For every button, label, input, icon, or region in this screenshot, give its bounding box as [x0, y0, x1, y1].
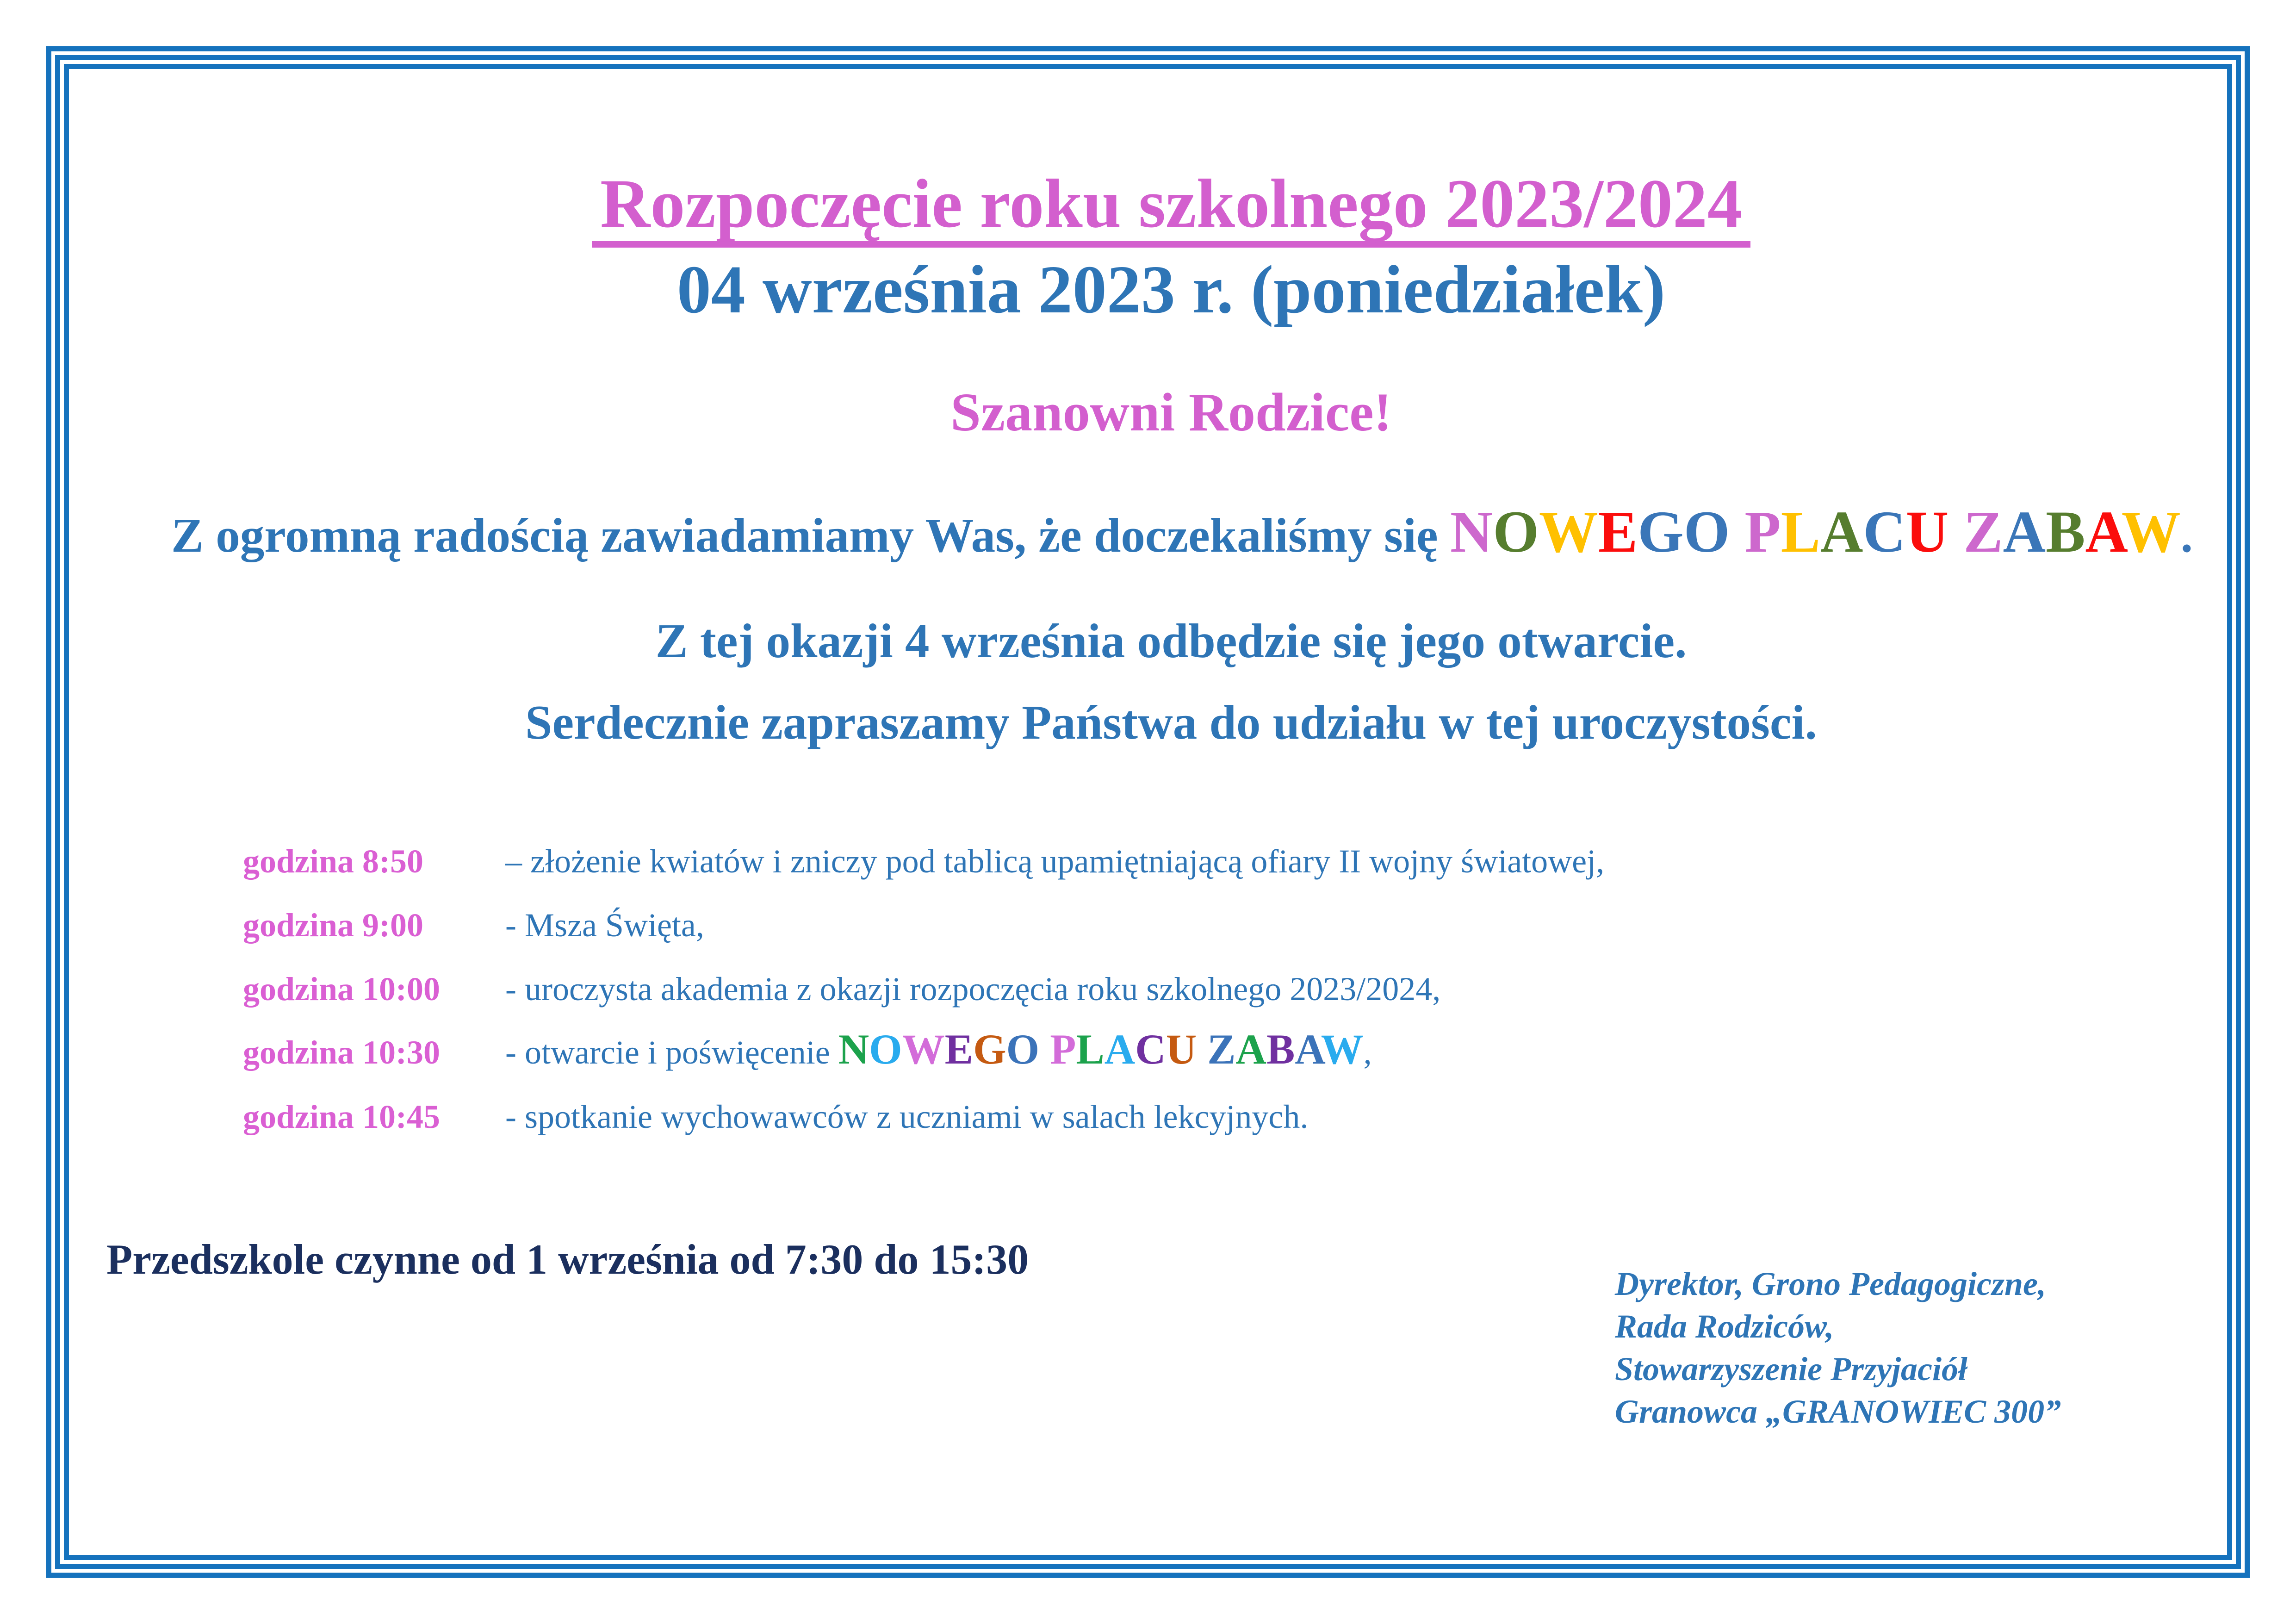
announcement-line — [171, 499, 2193, 565]
announcement-suffix: . — [2180, 508, 2193, 562]
invitation-line: Serdecznie zapraszamy Państwa do udziału w tej uroczystości. — [525, 695, 1817, 749]
schedule-time: godzina 9:00 — [243, 907, 424, 944]
schedule-description-prefix: - otwarcie i poświęcenie — [505, 1034, 838, 1071]
schedule-time: godzina 8:50 — [243, 843, 424, 880]
schedule-description: - Msza Święta, — [505, 907, 704, 944]
schedule-description: – złożenie kwiatów i zniczy pod tablicą upamiętniającą ofiary II wojny światowej, — [505, 843, 1605, 880]
date-line: 04 września 2023 r. (poniedziałek) — [676, 252, 1666, 328]
schedule-row — [243, 908, 704, 942]
schedule-time: godzina 10:30 — [243, 1034, 441, 1071]
schedule-description-suffix: , — [1363, 1034, 1372, 1071]
rainbow-text-new-playground: NOWEGO PLACU ZABAW — [838, 1026, 1364, 1073]
signature-line: Granowca „GRANOWIEC 300” — [1615, 1393, 2061, 1431]
rainbow-text-new-playground: NOWEGO PLACU ZABAW — [1450, 499, 2181, 565]
signature-line: Dyrektor, Grono Pedagogiczne, — [1615, 1265, 2046, 1302]
page-title-text: Rozpoczęcie roku szkolnego 2023/2024 — [592, 169, 1750, 248]
announcement-prefix: Z ogromną radością zawiadamiamy Was, że doczekaliśmy się — [171, 508, 1450, 562]
schedule-row — [243, 972, 1440, 1006]
preschool-hours-note: Przedszkole czynne od 1 września od 7:30 do 15:30 — [106, 1236, 1029, 1283]
signature-block — [1615, 1263, 2061, 1433]
greeting: Szanowni Rodzice! — [950, 382, 1392, 442]
page-title — [97, 165, 2245, 248]
schedule-description: - spotkanie wychowawców z uczniami w salach lekcyjnych. — [505, 1098, 1309, 1135]
schedule-row — [243, 845, 1604, 878]
schedule-description: - uroczysta akademia z okazji rozpoczęcia roku szkolnego 2023/2024, — [505, 971, 1441, 1008]
opening-info-line: Z tej okazji 4 września odbędzie się jego otwarcie. — [655, 614, 1687, 668]
signature-line: Rada Rodziców, — [1615, 1308, 1834, 1345]
schedule-row — [243, 1100, 1308, 1133]
schedule-time: godzina 10:45 — [243, 1098, 441, 1135]
signature-line: Stowarzyszenie Przyjaciół — [1615, 1350, 1968, 1388]
schedule-row — [243, 1026, 1372, 1073]
schedule-time: godzina 10:00 — [243, 971, 441, 1008]
